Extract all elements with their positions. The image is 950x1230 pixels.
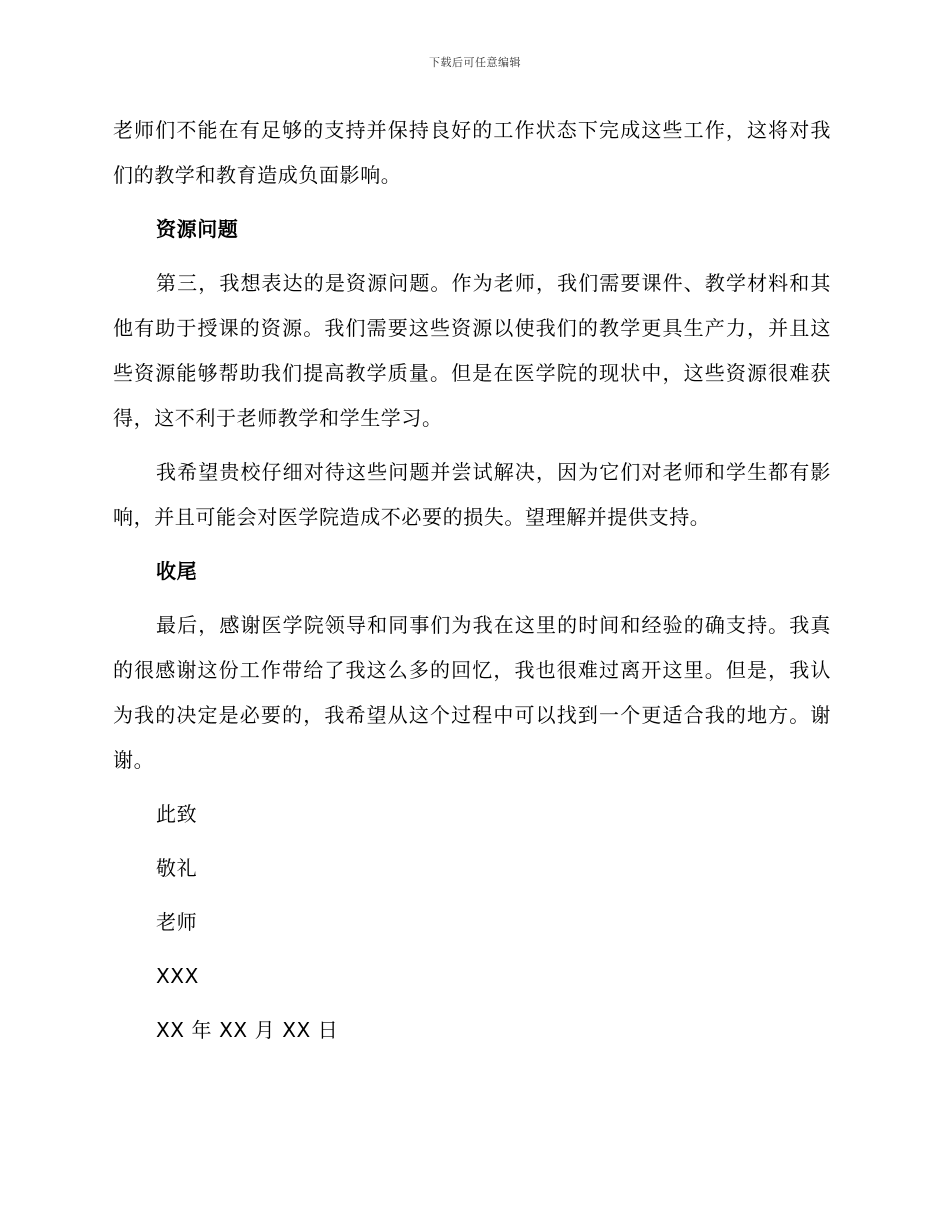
signature-date: XX 年 XX 月 XX 日: [156, 1018, 339, 1042]
section-heading-resources: 资源问题: [156, 217, 239, 241]
closing-regards: 敬礼: [156, 856, 198, 880]
closing-salutation: 此致: [156, 802, 198, 826]
section-heading-ending: 收尾: [156, 559, 198, 583]
signature-role: 老师: [156, 910, 198, 934]
paragraph-closing: 最后，感谢医学院领导和同事们为我在这里的时间和经验的确支持。我真的很感谢这份工作带给了我这么多的回忆，我也很难过离开这里。但是，我认为我的决定是必要的，我希望从这个过程中可以找到一个更适合我的地方。谢谢。: [113, 613, 831, 772]
signature-name: XXX: [156, 964, 199, 988]
paragraph-request: 我希望贵校仔细对待这些问题并尝试解决，因为它们对老师和学生都有影响，并且可能会对医学院造成不必要的损失。望理解并提供支持。: [113, 460, 831, 529]
page-header-note: 下载后可任意编辑: [429, 56, 521, 69]
paragraph-continued: 老师们不能在有足够的支持并保持良好的工作状态下完成这些工作，这将对我们的教学和教育造成负面影响。: [113, 118, 831, 187]
paragraph-resources: 第三，我想表达的是资源问题。作为老师，我们需要课件、教学材料和其他有助于授课的资源。我们需要这些资源以使我们的教学更具生产力，并且这些资源能够帮助我们提高教学质量。但是在医学院的现状中，这些资源很难获得，这不利于老师教学和学生学习。: [113, 271, 831, 430]
document-body: [113, 108, 831, 1062]
